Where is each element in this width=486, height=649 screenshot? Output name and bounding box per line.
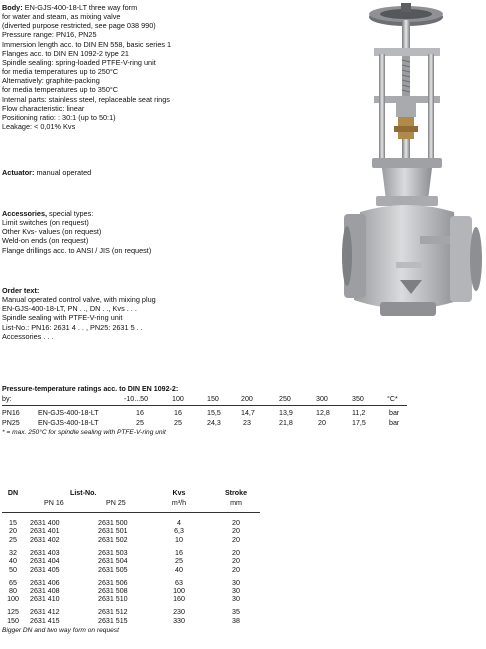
- kvs-table: [2, 489, 262, 634]
- cell-stroke: 20: [232, 527, 240, 536]
- kvs-table-body: [2, 519, 262, 625]
- accessory-item: Flange drillings acc. to ANSI / JIS (on request): [2, 245, 152, 255]
- cell-pn25-list-no: 2631 502: [98, 535, 128, 544]
- cell-kvs: 10: [175, 535, 183, 544]
- cell-value: 25: [136, 419, 144, 427]
- cell-pn25-list-no: 2631 504: [98, 557, 128, 566]
- cell-pn16-list-no: 2631 401: [30, 527, 60, 536]
- header-by: by:: [2, 395, 12, 403]
- cell-stroke: 30: [232, 586, 240, 595]
- actuator-text: manual operated: [34, 168, 92, 177]
- cell-value: 13,9: [279, 409, 293, 417]
- header-temp: 300: [316, 395, 328, 403]
- cell-stroke: 20: [232, 557, 240, 566]
- table-row: [2, 595, 262, 603]
- cell-kvs: 40: [175, 565, 183, 574]
- table-row: [2, 566, 262, 574]
- pressure-table-header: [2, 393, 412, 405]
- spec-line: Leakage: < 0,01% Kvs: [2, 122, 76, 132]
- cell-stroke: 20: [232, 535, 240, 544]
- header-temp: -10...50: [124, 395, 149, 403]
- pressure-table-footnote: * = max. 250°C for spindle sealing with PTFE-V-ring unit: [2, 429, 166, 436]
- cell-value: 25: [174, 419, 182, 427]
- cell-value: 16: [174, 409, 182, 417]
- cell-value: 11,2: [352, 409, 366, 417]
- cell-stroke: 38: [232, 616, 240, 625]
- body-spec-first-line: [2, 3, 302, 12]
- header-dn: DN: [7, 489, 19, 497]
- table-row: [2, 557, 262, 565]
- cell-kvs: 330: [173, 616, 185, 625]
- cell-dn: 32: [9, 548, 17, 557]
- table-rule: [2, 405, 407, 406]
- cell-value: 20: [318, 419, 326, 427]
- accessory-item: Other Kvs- values (on request): [2, 227, 102, 237]
- cell-material: EN-GJS-400-18-LT: [38, 409, 99, 417]
- order-line: EN-GJS-400-18-LT, PN . ., DN . ., Kvs . . .: [2, 304, 137, 314]
- cell-value: 23: [243, 419, 251, 427]
- accessory-item: Weld-on ends (on request): [2, 236, 89, 246]
- cell-kvs: 63: [175, 578, 183, 587]
- header-pn16: PN 16: [44, 499, 64, 507]
- actuator-label: Actuator:: [2, 168, 35, 177]
- header-unit: °C*: [387, 395, 398, 403]
- accessories-label: Accessories,: [2, 209, 48, 218]
- cell-pn25-list-no: 2631 505: [98, 565, 128, 574]
- table-row: [2, 579, 262, 587]
- cell-pn25-list-no: 2631 512: [98, 608, 128, 617]
- cell-pn16-list-no: 2631 404: [30, 557, 60, 566]
- cell-pn: PN16: [2, 409, 20, 417]
- cell-pn16-list-no: 2631 415: [30, 616, 60, 625]
- cell-value: 12,8: [316, 409, 330, 417]
- spec-line: for media temperatures up to 250°C: [2, 67, 119, 77]
- table-row: [2, 536, 262, 544]
- cell-pn16-list-no: 2631 402: [30, 535, 60, 544]
- cell-value: 16: [136, 409, 144, 417]
- order-line: Accessories . . .: [2, 331, 54, 341]
- actuator-section: [2, 168, 91, 177]
- header-stroke-unit: mm: [230, 499, 242, 507]
- kvs-table-header: [2, 489, 262, 499]
- header-stroke: Stroke: [224, 489, 248, 497]
- pressure-temperature-table: [2, 385, 412, 436]
- cell-stroke: 20: [232, 519, 240, 527]
- cell-pn16-list-no: 2631 405: [30, 565, 60, 574]
- cell-value: 14,7: [241, 409, 255, 417]
- accessory-item: Limit switches (on request): [2, 218, 89, 228]
- cell-dn: 25: [9, 535, 17, 544]
- cell-pn16-list-no: 2631 408: [30, 586, 60, 595]
- spec-line: (diverted purpose restricted, see page 038 990): [2, 21, 156, 31]
- pressure-table-title: Pressure-temperature ratings acc. to DIN EN 1092-2:: [2, 385, 179, 393]
- cell-pn16-list-no: 2631 403: [30, 548, 60, 557]
- spec-line: Flanges acc. to DIN EN 1092-2 type 21: [2, 48, 129, 58]
- cell-value: 24,3: [207, 419, 221, 427]
- header-temp: 100: [172, 395, 184, 403]
- spec-line: Spindle sealing: spring-loaded PTFE-V-ring unit: [2, 57, 156, 67]
- table-row: [2, 417, 412, 429]
- body-text: EN-GJS-400-18-LT three way form: [22, 3, 138, 12]
- header-temp: 350: [352, 395, 364, 403]
- order-line: Spindle sealing with PTFE-V-ring unit: [2, 313, 123, 323]
- cell-stroke: 20: [232, 565, 240, 574]
- cell-kvs: 25: [175, 557, 183, 566]
- cell-kvs: 230: [173, 608, 185, 617]
- cell-pn25-list-no: 2631 506: [98, 578, 128, 587]
- cell-dn: 50: [9, 565, 17, 574]
- cell-value: 17,5: [352, 419, 366, 427]
- cell-dn: 80: [9, 586, 17, 595]
- spec-line: for media temperatures up to 350°C: [2, 85, 119, 95]
- cell-dn: 20: [9, 527, 17, 536]
- cell-pn16-list-no: 2631 410: [30, 595, 60, 604]
- header-pn25: PN 25: [106, 499, 126, 507]
- cell-pn: PN25: [2, 419, 20, 427]
- spec-line: Pressure range: PN16, PN25: [2, 30, 97, 40]
- cell-pn25-list-no: 2631 503: [98, 548, 128, 557]
- valve-illustration-icon: [330, 0, 486, 322]
- kvs-table-note: Bigger DN and two way form on request: [2, 627, 119, 635]
- cell-material: EN-GJS-400-18-LT: [38, 419, 99, 427]
- cell-kvs: 160: [173, 595, 185, 604]
- spec-line: Positioning ratio: : 30:1 (up to 50:1): [2, 112, 116, 122]
- body-label: Body:: [2, 3, 23, 12]
- cell-pn25-list-no: 2631 508: [98, 586, 128, 595]
- cell-stroke: 20: [232, 548, 240, 557]
- cell-pn25-list-no: 2631 501: [98, 527, 128, 536]
- cell-pn16-list-no: 2631 400: [30, 519, 60, 527]
- cell-kvs: 6,3: [174, 527, 184, 536]
- table-row: [2, 549, 262, 557]
- kvs-table-subheader: [2, 499, 262, 509]
- spec-line: Immersion length acc. to DIN EN 558, basic series 1: [2, 39, 172, 49]
- table-row: [2, 519, 262, 527]
- order-line: List-No.: PN16: 2631 4 . . , PN25: 2631 5 . .: [2, 322, 143, 332]
- cell-stroke: 30: [232, 595, 240, 604]
- cell-unit: bar: [389, 419, 400, 427]
- accessories-intro: special types:: [47, 209, 94, 218]
- cell-dn: 40: [9, 557, 17, 566]
- cell-pn25-list-no: 2631 500: [98, 519, 128, 527]
- order-label: Order text:: [2, 286, 40, 295]
- table-row: [2, 527, 262, 535]
- cell-unit: bar: [389, 409, 400, 417]
- table-row: [2, 617, 262, 625]
- order-text-section: [2, 286, 156, 341]
- cell-kvs: 16: [175, 548, 183, 557]
- body-spec-section: [2, 3, 302, 131]
- table-row: [2, 608, 262, 616]
- cell-dn: 15: [9, 519, 17, 527]
- spec-line: Alternatively: graphite-packing: [2, 76, 100, 86]
- header-temp: 200: [241, 395, 253, 403]
- header-kvs-unit: m³/h: [171, 499, 187, 507]
- cell-dn: 125: [7, 608, 19, 617]
- cell-dn: 150: [7, 616, 19, 625]
- spec-line: for water and steam, as mixing valve: [2, 12, 121, 22]
- cell-stroke: 35: [232, 608, 240, 617]
- cell-kvs: 100: [173, 586, 185, 595]
- cell-value: 21,8: [279, 419, 293, 427]
- cell-pn25-list-no: 2631 510: [98, 595, 128, 604]
- accessories-section: [2, 209, 151, 255]
- spec-line: Internal parts: stainless steel, replaceable seat rings: [2, 94, 170, 104]
- cell-stroke: 30: [232, 578, 240, 587]
- cell-pn25-list-no: 2631 515: [98, 616, 128, 625]
- cell-pn16-list-no: 2631 412: [30, 608, 60, 617]
- header-temp: 150: [207, 395, 219, 403]
- order-line: Manual operated control valve, with mixing plug: [2, 295, 156, 305]
- spec-line: Flow characteristic: linear: [2, 103, 85, 113]
- cell-pn16-list-no: 2631 406: [30, 578, 60, 587]
- header-kvs: Kvs: [172, 489, 186, 497]
- kvs-table-rule: [2, 512, 260, 513]
- table-row: [2, 405, 412, 417]
- table-row: [2, 587, 262, 595]
- cell-value: 15,5: [207, 409, 221, 417]
- header-list-no: List-No.: [70, 489, 97, 497]
- cell-kvs: 4: [177, 519, 181, 527]
- cell-dn: 100: [7, 595, 19, 604]
- header-temp: 250: [279, 395, 291, 403]
- cell-dn: 65: [9, 578, 17, 587]
